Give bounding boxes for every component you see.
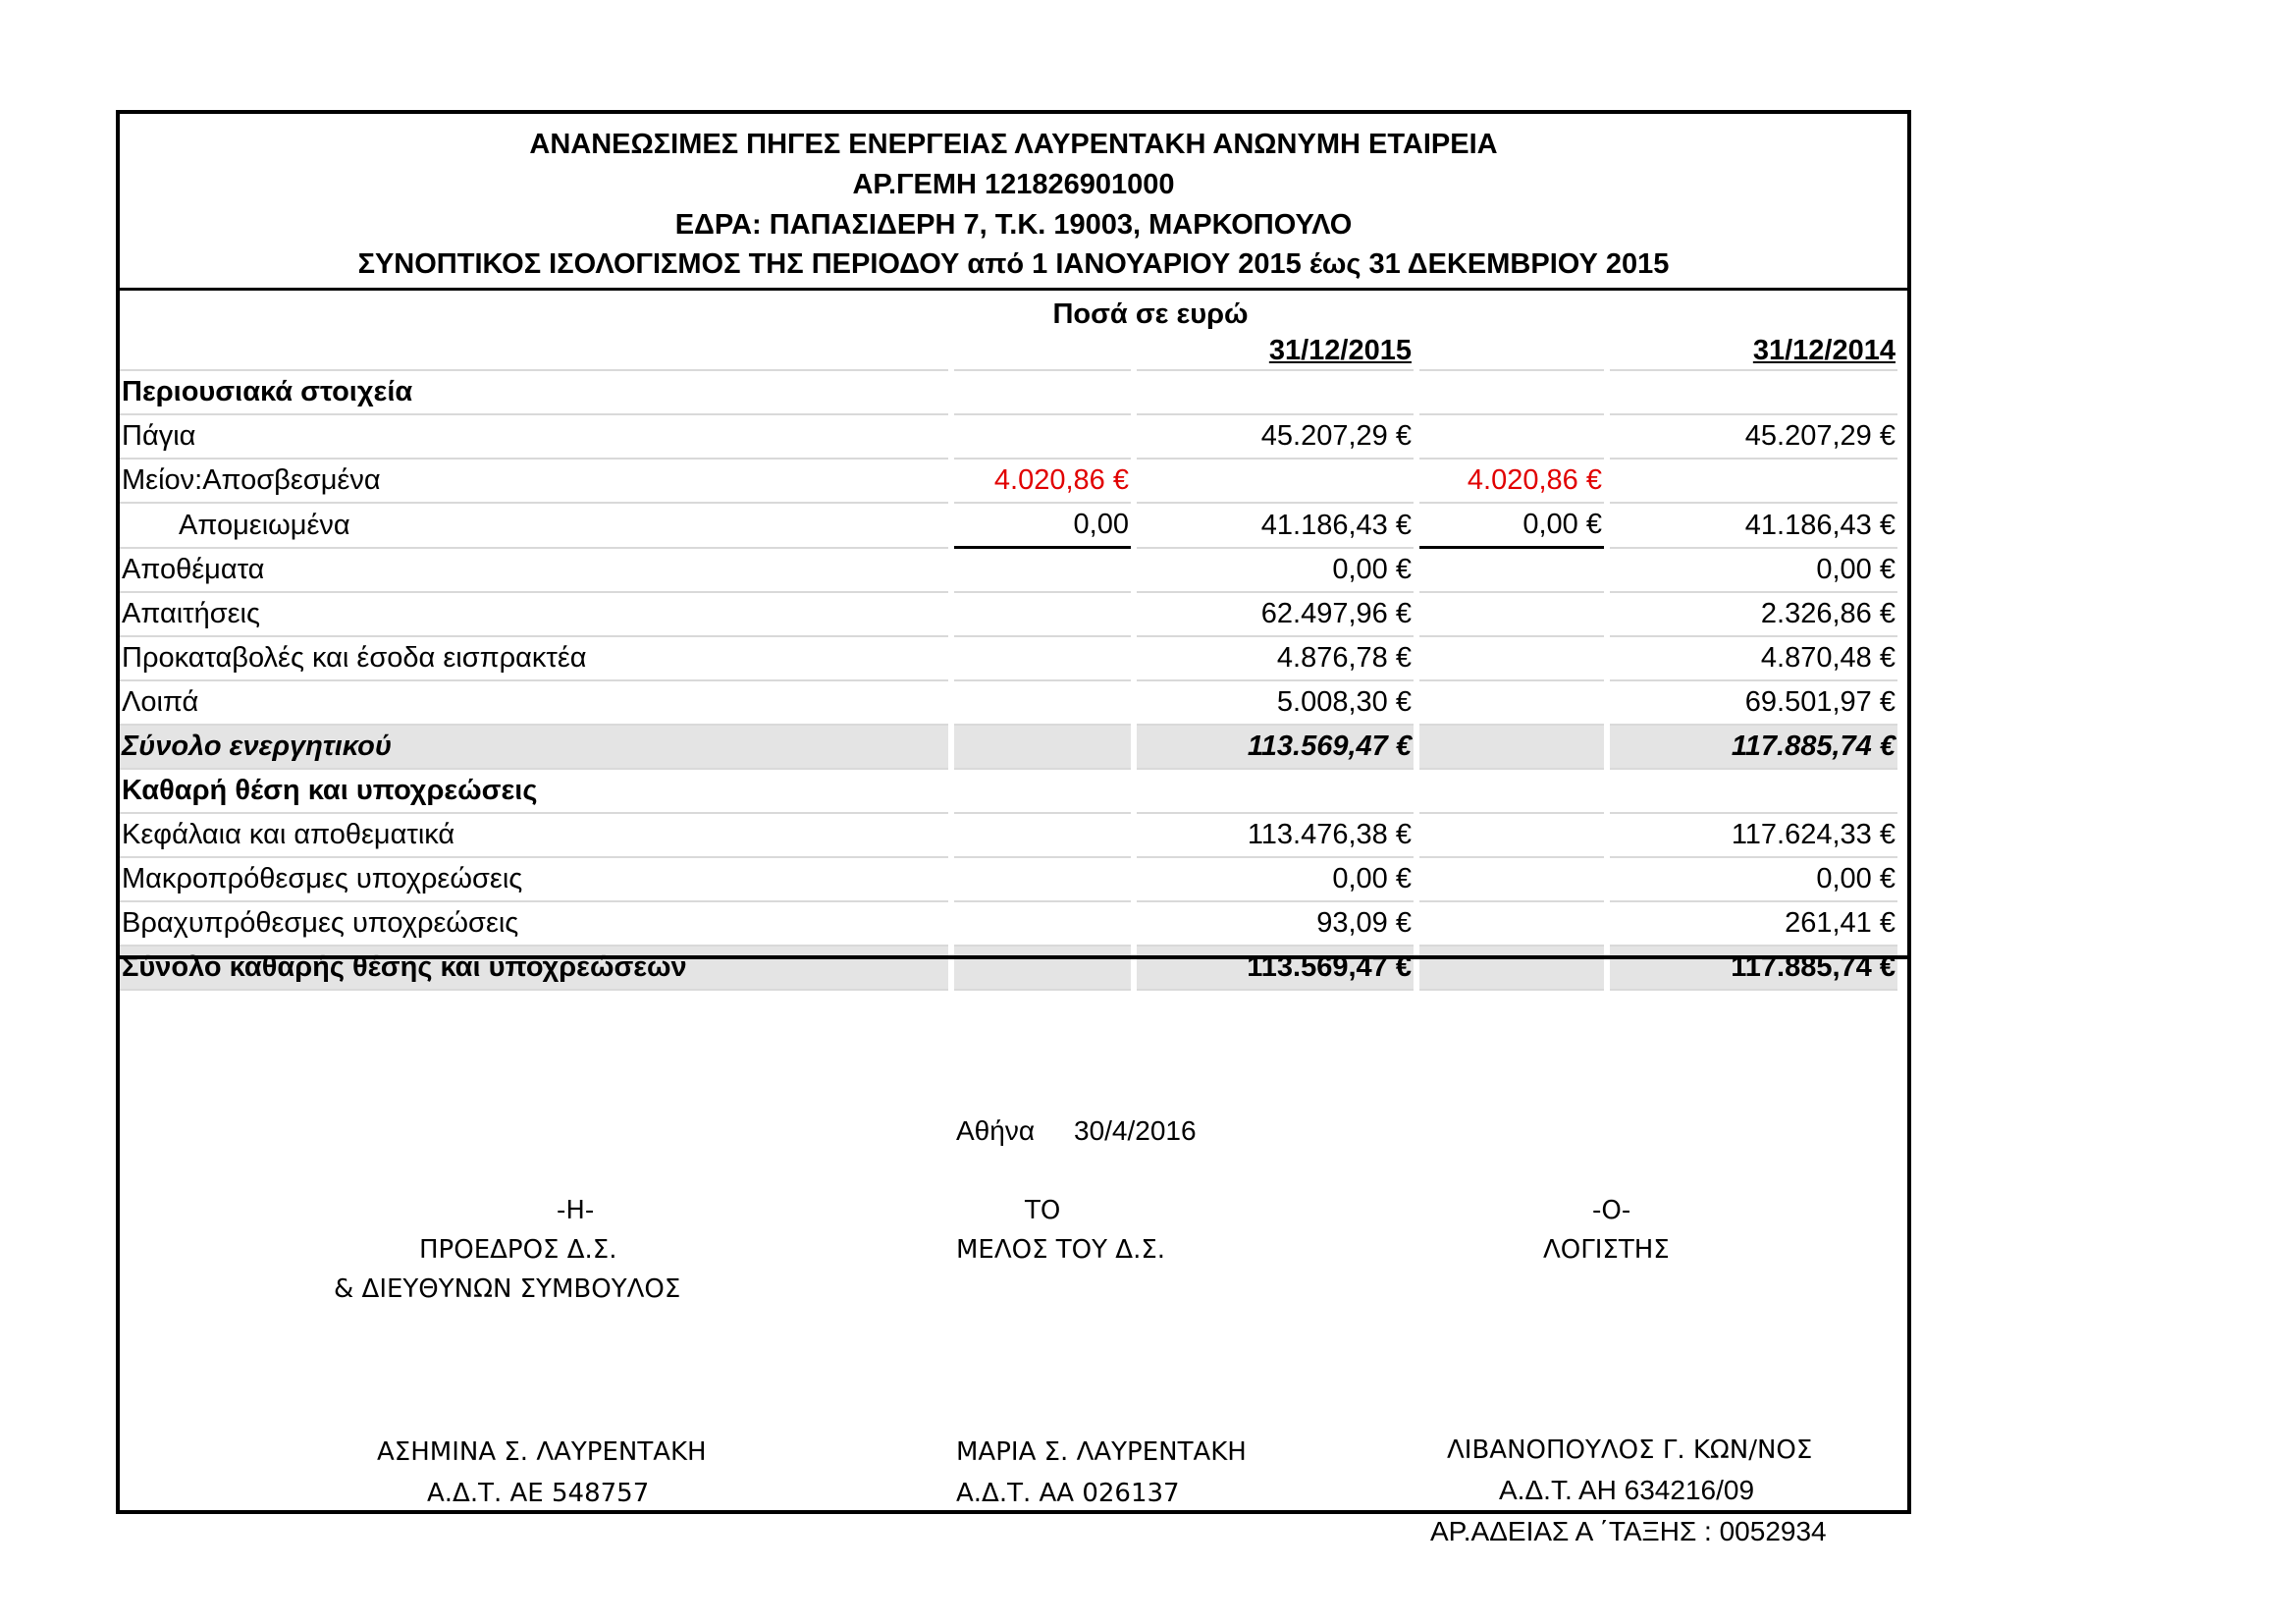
row-label: Πάγια	[120, 415, 948, 460]
col-c-value	[1419, 726, 1604, 770]
row-label: Προκαταβολές και έσοδα εισπρακτέα	[120, 637, 948, 681]
table-row	[120, 593, 1897, 637]
row-label: Λοιπά	[120, 681, 948, 726]
col-b-value: 45.207,29 €	[1137, 415, 1414, 460]
row-label: Σύνολο καθαρής θέσης και υποχρεώσεων	[120, 947, 948, 991]
row-label: Απομειωμένα	[120, 504, 948, 549]
col-c-value	[1419, 549, 1604, 593]
col-d-value	[1610, 371, 1897, 415]
table-row	[120, 902, 1897, 947]
right-article: -Ο-	[1592, 1196, 1631, 1225]
col-c-value	[1419, 770, 1604, 814]
balance-sheet-document	[116, 110, 1911, 1546]
table-row	[120, 814, 1897, 858]
col-d-value: 45.207,29 €	[1610, 415, 1897, 460]
place-label: Αθήνα	[956, 1115, 1036, 1146]
left-title-1: ΠΡΟΕΔΡΟΣ Δ.Σ.	[419, 1235, 617, 1265]
col-b-value	[1137, 371, 1414, 415]
date-header-row	[120, 332, 1897, 371]
table-row	[120, 371, 1897, 415]
header-blank-label	[120, 332, 948, 371]
col-d-value	[1610, 770, 1897, 814]
left-signatory-name: ΑΣΗΜΙΝΑ Σ. ΛΑΥΡΕΝΤΑΚΗ	[377, 1437, 707, 1467]
col-b-value: 113.476,38 €	[1137, 814, 1414, 858]
header-blank-a	[954, 332, 1131, 371]
col-a-value	[954, 902, 1131, 947]
col-b-value	[1137, 770, 1414, 814]
row-label: Μείον:Αποσβεσμένα	[120, 460, 948, 504]
col-c-value: 4.020,86 €	[1419, 460, 1604, 504]
col-d-value: 4.870,48 €	[1610, 637, 1897, 681]
col-d-value	[1610, 460, 1897, 504]
row-label: Κεφάλαια και αποθεματικά	[120, 814, 948, 858]
col-d-value: 117.885,74 €	[1610, 947, 1897, 991]
col-b-value: 62.497,96 €	[1137, 593, 1414, 637]
col-b-value: 4.876,78 €	[1137, 637, 1414, 681]
document-header	[120, 114, 1907, 291]
col-c-value	[1419, 902, 1604, 947]
middle-signatory-name: ΜΑΡΙΑ Σ. ΛΑΥΡΕΝΤΑΚΗ	[956, 1437, 1247, 1467]
col-c-value	[1419, 637, 1604, 681]
col-a-value	[954, 637, 1131, 681]
col-b-value	[1137, 460, 1414, 504]
table-row	[120, 415, 1897, 460]
col-b-value: 113.569,47 €	[1137, 726, 1414, 770]
middle-title-1: ΜΕΛΟΣ ΤΟΥ Δ.Σ.	[956, 1235, 1166, 1265]
balance-sheet-table	[114, 332, 1903, 991]
table-row	[120, 549, 1897, 593]
row-label: Αποθέματα	[120, 549, 948, 593]
signature-area	[120, 978, 1907, 1546]
date-previous: 31/12/2014	[1610, 332, 1897, 371]
col-c-value	[1419, 858, 1604, 902]
col-a-value	[954, 770, 1131, 814]
col-b-value: 93,09 €	[1137, 902, 1414, 947]
col-b-value: 41.186,43 €	[1137, 504, 1414, 549]
right-license-number: ΑΡ.ΑΔΕΙΑΣ Α ΄ΤΑΞΗΣ : 0052934	[1430, 1516, 1827, 1546]
col-c-value	[1419, 814, 1604, 858]
table-row	[120, 504, 1897, 549]
table-row	[120, 460, 1897, 504]
total-assets-row	[120, 726, 1897, 770]
units-row	[120, 295, 1907, 332]
col-a-value	[954, 549, 1131, 593]
col-a-value	[954, 371, 1131, 415]
header-blank-c	[1419, 332, 1604, 371]
col-c-value	[1419, 681, 1604, 726]
col-c-value	[1419, 593, 1604, 637]
col-b-value: 5.008,30 €	[1137, 681, 1414, 726]
left-title-2: & ΔΙΕΥΘΥΝΩΝ ΣΥΜΒΟΥΛΟΣ	[334, 1274, 681, 1304]
col-c-value	[1419, 371, 1604, 415]
col-d-value: 69.501,97 €	[1610, 681, 1897, 726]
signing-date: 30/4/2016	[1074, 1115, 1197, 1146]
right-signatory-id: Α.Δ.Τ. ΑΗ 634216/09	[1499, 1475, 1755, 1505]
col-d-value: 117.885,74 €	[1610, 726, 1897, 770]
col-a-value	[954, 814, 1131, 858]
table-row	[120, 858, 1897, 902]
col-d-value: 2.326,86 €	[1610, 593, 1897, 637]
company-seat: ΕΔΡΑ: ΠΑΠΑΣΙΔΕΡΗ 7, Τ.Κ. 19003, ΜΑΡΚΟΠΟΥΛΟ	[674, 209, 1353, 241]
table-row	[120, 637, 1897, 681]
col-c-value: 0,00 €	[1419, 504, 1604, 549]
left-signatory-id: Α.Δ.Τ. ΑΕ 548757	[427, 1479, 650, 1508]
col-b-value: 113.569,47 €	[1137, 947, 1414, 991]
statement-title: ΣΥΝΟΠΤΙΚΟΣ ΙΣΟΛΟΓΙΣΜΟΣ ΤΗΣ ΠΕΡΙΟΔΟΥ από 1 ΙΑΝΟΥΑΡΙΟΥ 2015 έως 31 ΔΕΚΕΜΒΡΙΟΥ 2015	[357, 248, 1670, 280]
table-row	[120, 681, 1897, 726]
middle-article: ΤΟ	[1025, 1196, 1061, 1225]
table-row	[120, 770, 1897, 814]
units-label: Ποσά σε ευρώ	[1052, 298, 1249, 330]
col-a-value	[954, 726, 1131, 770]
col-a-value	[954, 681, 1131, 726]
right-title-1: ΛΟΓΙΣΤΗΣ	[1543, 1235, 1670, 1265]
table-bottom-divider	[120, 955, 1907, 959]
middle-signatory-id: Α.Δ.Τ. ΑΑ 026137	[956, 1479, 1180, 1508]
col-d-value: 261,41 €	[1610, 902, 1897, 947]
col-d-value: 0,00 €	[1610, 549, 1897, 593]
col-a-value	[954, 415, 1131, 460]
company-name: ΑΝΑΝΕΩΣΙΜΕΣ ΠΗΓΕΣ ΕΝΕΡΓΕΙΑΣ ΛΑΥΡΕΝΤΑΚΗ ΑΝΩΝΥΜΗ ΕΤΑΙΡΕΙΑ	[529, 129, 1498, 160]
gemi-number: ΑΡ.ΓΕΜΗ 121826901000	[852, 169, 1175, 200]
row-label: Μακροπρόθεσμες υποχρεώσεις	[120, 858, 948, 902]
col-d-value: 0,00 €	[1610, 858, 1897, 902]
col-b-value: 0,00 €	[1137, 858, 1414, 902]
row-label: Περιουσιακά στοιχεία	[120, 371, 948, 415]
row-label: Καθαρή θέση και υποχρεώσεις	[120, 770, 948, 814]
row-label: Σύνολο ενεργητικού	[120, 726, 948, 770]
col-c-value	[1419, 415, 1604, 460]
col-b-value: 0,00 €	[1137, 549, 1414, 593]
date-current: 31/12/2015	[1137, 332, 1414, 371]
right-signatory-name: ΛΙΒΑΝΟΠΟΥΛΟΣ Γ. ΚΩΝ/ΝΟΣ	[1447, 1435, 1813, 1465]
left-article: -Η-	[557, 1196, 595, 1225]
col-a-value	[954, 593, 1131, 637]
col-a-value: 0,00	[954, 504, 1131, 549]
col-a-value	[954, 858, 1131, 902]
row-label: Απαιτήσεις	[120, 593, 948, 637]
row-label: Βραχυπρόθεσμες υποχρεώσεις	[120, 902, 948, 947]
col-d-value: 41.186,43 €	[1610, 504, 1897, 549]
col-a-value: 4.020,86 €	[954, 460, 1131, 504]
col-d-value: 117.624,33 €	[1610, 814, 1897, 858]
